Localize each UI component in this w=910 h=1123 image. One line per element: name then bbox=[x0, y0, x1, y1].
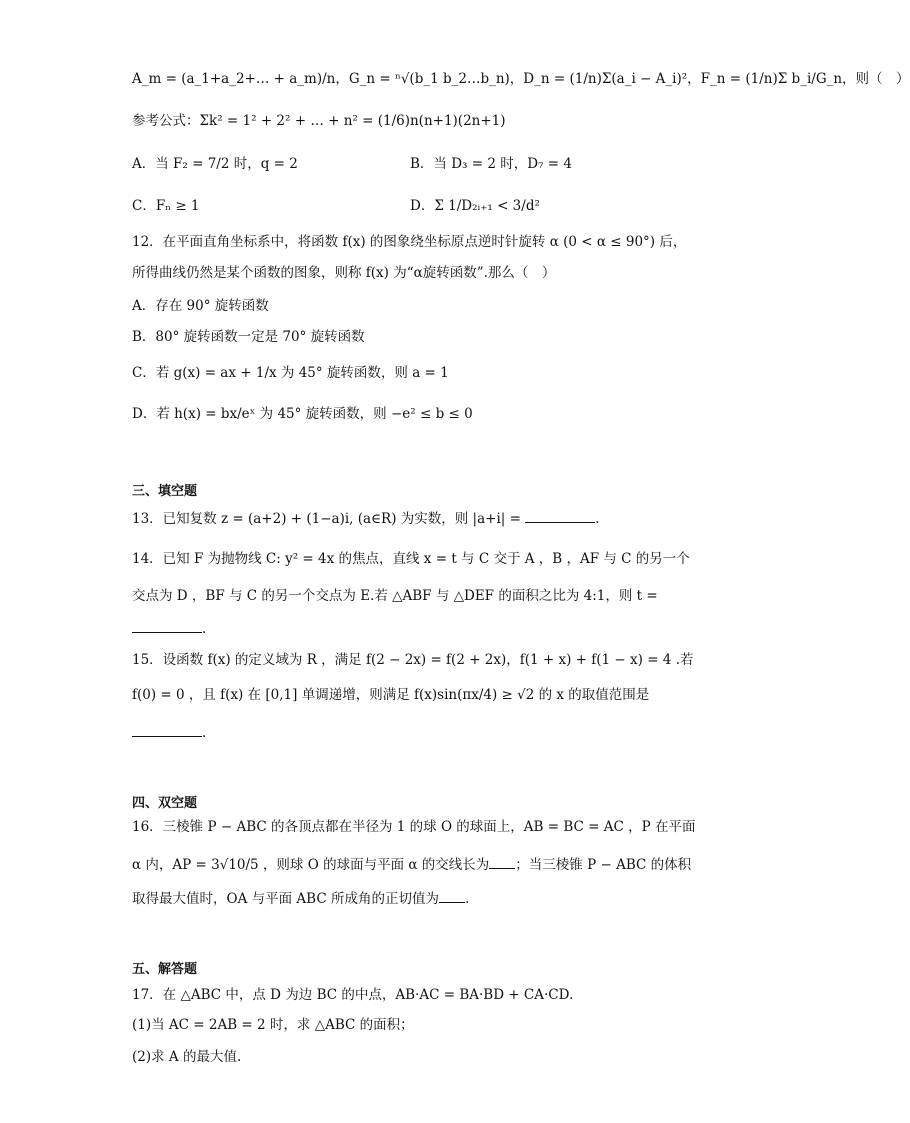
q15-line2: f(0) = 0 ，且 f(x) 在 [0,1] 单调递增，则满足 f(x)sin(πx/4) ≥ √2 的 x 的取值范围是 bbox=[132, 687, 650, 703]
reference-formula-line bbox=[132, 112, 506, 130]
q12-line2: 所得曲线仍然是某个函数的图象，则称 f(x) 为“α旋转函数”.那么（ ） bbox=[132, 265, 556, 281]
definitions-text: A_m = (a_1+a_2+… + a_m)/n，G_n = ⁿ√(b_1 b_2…b_n)，D_n = (1/n)Σ(a_i − A_i)²，F_n = (1/n)Σ b_i/G_n，则（ ） bbox=[132, 71, 910, 87]
q12-option-d: D．若 h(x) = bx/eˣ 为 45° 旋转函数，则 −e² ≤ b ≤ 0 bbox=[132, 406, 473, 422]
q17-line1: 17．在 △ABC 中，点 D 为边 BC 的中点，AB·AC = BA·BD + CA·CD. bbox=[132, 987, 574, 1003]
q16-line1: 16．三棱锥 P − ABC 的各顶点都在半径为 1 的球 O 的球面上，AB = BC = AC ，P 在平面 bbox=[132, 819, 696, 835]
section-solutions: 五、解答题 bbox=[132, 962, 198, 977]
q15-line1: 15．设函数 f(x) 的定义域为 R ，满足 f(2 − 2x) = f(2 + 2x)，f(1 + x) + f(1 − x) = 4 .若 bbox=[132, 652, 694, 668]
reference-label: 参考公式： bbox=[132, 113, 200, 129]
q15-blank-line: . bbox=[132, 724, 206, 742]
q16-blank-1 bbox=[489, 856, 515, 869]
q16-line3: 取得最大值时，OA 与平面 ABC 所成角的正切值为 . bbox=[132, 891, 470, 907]
option-b: B．当 D₃ = 2 时，D₇ = 4 bbox=[410, 156, 572, 172]
definitions-line bbox=[132, 70, 910, 88]
q14-answer-blank bbox=[132, 620, 202, 633]
q14-blank-line: . bbox=[132, 620, 206, 638]
q15-answer-blank bbox=[132, 724, 202, 737]
q17-part2: (2)求 A 的最大值. bbox=[132, 1049, 242, 1065]
q12-option-a: A．存在 90° 旋转函数 bbox=[132, 298, 269, 314]
section-fill-in: 三、填空题 bbox=[132, 484, 198, 499]
option-a: A．当 F₂ = 7/2 时，q = 2 bbox=[132, 156, 298, 172]
q16-line2: α 内，AP = 3√10/5 ，则球 O 的球面与平面 α 的交线长为 ；当三棱锥 P − ABC 的体积 bbox=[132, 857, 692, 873]
q14-line1: 14．已知 F 为抛物线 C: y² = 4x 的焦点，直线 x = t 与 C 交于 A ，B ，AF 与 C 的另一个 bbox=[132, 551, 690, 567]
option-c: C．Fₙ ≥ 1 bbox=[132, 198, 200, 214]
q12-option-c: C．若 g(x) = ax + 1/x 为 45° 旋转函数，则 a = 1 bbox=[132, 365, 449, 381]
option-d: D．Σ 1/D₂ᵢ₊₁ < 3/d² bbox=[410, 198, 540, 214]
q17-part1: (1)当 AC = 2AB = 2 时，求 △ABC 的面积； bbox=[132, 1017, 414, 1033]
q12-option-b: B．80° 旋转函数一定是 70° 旋转函数 bbox=[132, 329, 365, 345]
reference-formula: Σk² = 1² + 2² + … + n² = (1/6)n(n+1)(2n+1) bbox=[199, 113, 506, 129]
q16-blank-2 bbox=[439, 890, 465, 903]
q14-line2: 交点为 D ，BF 与 C 的另一个交点为 E.若 △ABF 与 △DEF 的面积之比为 4:1，则 t = bbox=[132, 588, 658, 604]
q13-line: 13．已知复数 z = (a+2) + (1−a)i, (a∈R) 为实数，则 |a+i| = . bbox=[132, 511, 600, 527]
q12-line1: 12．在平面直角坐标系中，将函数 f(x) 的图象绕坐标原点逆时针旋转 α (0 < α ≤ 90°) 后， bbox=[132, 234, 687, 250]
section-double-blank: 四、双空题 bbox=[132, 796, 198, 811]
q13-answer-blank bbox=[525, 510, 595, 523]
